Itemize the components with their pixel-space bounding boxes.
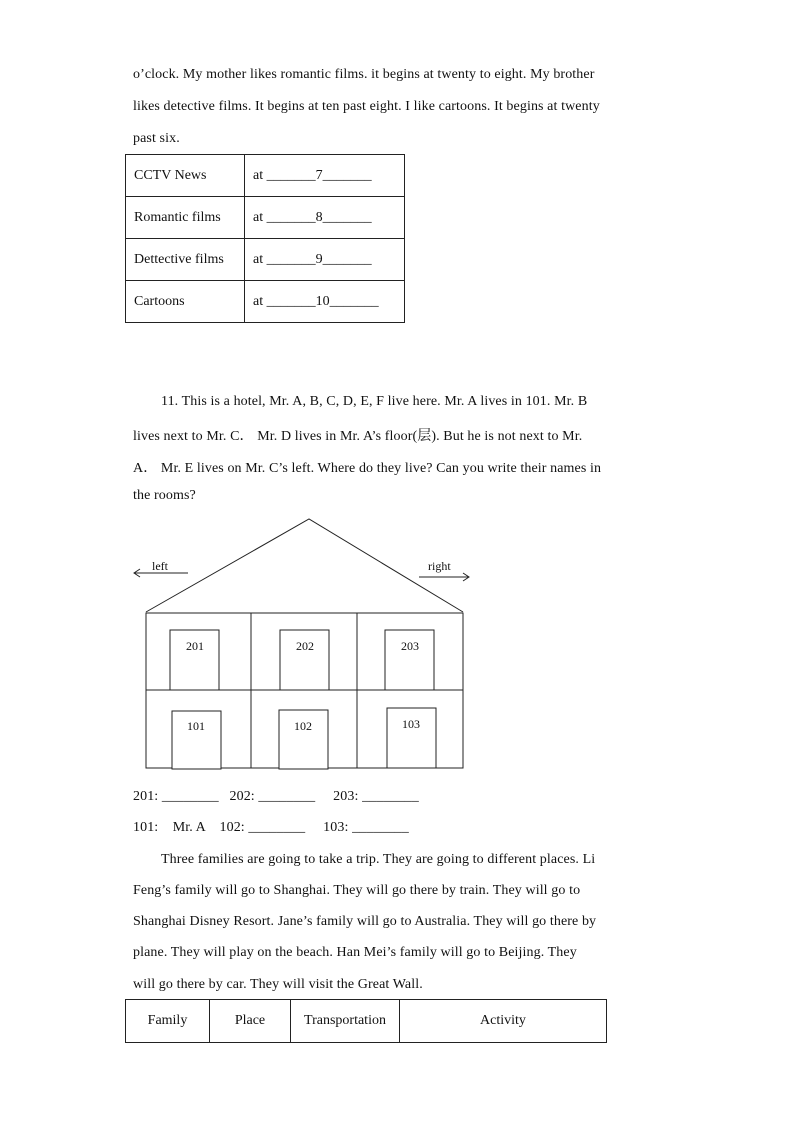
header-place: Place bbox=[210, 1000, 291, 1043]
answer-line: 201: ________ 202: ________ 203: ________ bbox=[133, 789, 419, 804]
passage2-line: Shanghai Disney Resort. Jane’s family will go to Australia. They will go there by bbox=[133, 914, 597, 929]
table-row bbox=[126, 281, 405, 323]
room-number: 101 bbox=[187, 719, 205, 733]
room-number: 203 bbox=[401, 639, 419, 653]
passage1-line: likes detective films. It begins at ten past eight. I like cartoons. It begins at twenty bbox=[133, 99, 600, 114]
room-number: 103 bbox=[402, 717, 420, 731]
program-cell: CCTV News bbox=[126, 155, 245, 197]
right-arrow-icon bbox=[419, 573, 469, 581]
passage2-line: Feng’s family will go to Shanghai. They will go there by train. They will go to bbox=[133, 883, 581, 898]
passage2-line: Three families are going to take a trip. They are going to different places. Li bbox=[161, 852, 596, 867]
table-row bbox=[126, 239, 405, 281]
header-transportation: Transportation bbox=[291, 1000, 400, 1043]
header-activity: Activity bbox=[400, 1000, 607, 1043]
time-cell: at _______8_______ bbox=[245, 197, 405, 239]
table-row bbox=[126, 155, 405, 197]
program-cell: Cartoons bbox=[126, 281, 245, 323]
table-header-row bbox=[126, 1000, 607, 1043]
room-number: 202 bbox=[296, 639, 314, 653]
table-row bbox=[126, 197, 405, 239]
time-cell: at _______7_______ bbox=[245, 155, 405, 197]
time-cell: at _______9_______ bbox=[245, 239, 405, 281]
time-cell: at _______10_______ bbox=[245, 281, 405, 323]
question11-line: A． Mr. E lives on Mr. C’s left. Where do they live? Can you write their names in bbox=[133, 461, 602, 476]
question11-line: lives next to Mr. C． Mr. D lives in Mr. A’s floor(层). But he is not next to Mr. bbox=[133, 429, 583, 444]
passage2-line: will go there by car. They will visit the Great Wall. bbox=[133, 977, 423, 992]
program-cell: Dettective films bbox=[126, 239, 245, 281]
question11-line: the rooms? bbox=[133, 488, 196, 503]
passage1-line: o’clock. My mother likes romantic films. it begins at twenty to eight. My brother bbox=[133, 67, 595, 82]
room-number: 201 bbox=[186, 639, 204, 653]
program-cell: Romantic films bbox=[126, 197, 245, 239]
right-label: right bbox=[428, 559, 451, 573]
passage1-line: past six. bbox=[133, 131, 180, 146]
question11-line: 11. This is a hotel, Mr. A, B, C, D, E, F live here. Mr. A lives in 101. Mr. B bbox=[161, 394, 588, 409]
room-number: 102 bbox=[294, 719, 312, 733]
schedule-table bbox=[125, 154, 405, 323]
answer-line: 101: Mr. A 102: ________ 103: ________ bbox=[133, 820, 409, 835]
passage2-line: plane. They will play on the beach. Han Mei’s family will go to Beijing. They bbox=[133, 945, 577, 960]
roof bbox=[146, 519, 463, 612]
trip-table bbox=[125, 999, 607, 1043]
left-label: left bbox=[152, 559, 168, 573]
hotel-diagram bbox=[128, 512, 478, 774]
header-family: Family bbox=[126, 1000, 210, 1043]
